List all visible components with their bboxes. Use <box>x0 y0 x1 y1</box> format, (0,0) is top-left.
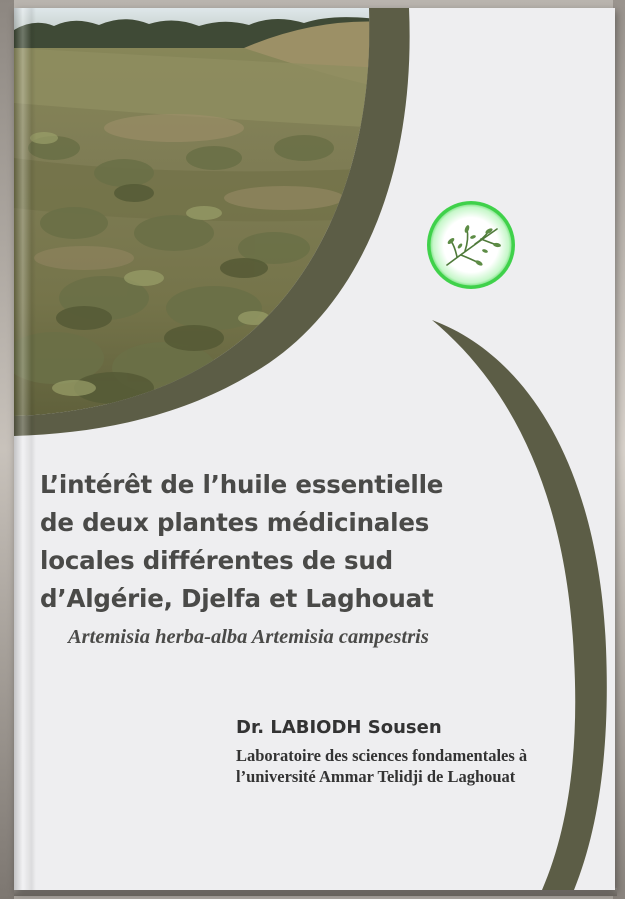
book-spine <box>14 8 36 890</box>
book-subtitle: Artemisia herba-alba Artemisia campestris <box>68 626 429 648</box>
title-line: L’intérêt de l’huile essentielle <box>40 470 444 499</box>
background-left <box>0 0 14 899</box>
title-line: de deux plantes médicinales <box>40 508 430 537</box>
artemisia-sprig-icon <box>425 199 517 291</box>
affiliation-line: Laboratoire des sciences fondamentales à <box>236 746 528 765</box>
title-line: d’Algérie, Djelfa et Laghouat <box>40 584 434 613</box>
title-line: locales différentes de sud <box>40 546 393 575</box>
book-title <box>40 466 580 618</box>
affiliation-line: l’université Ammar Telidji de Laghouat <box>236 767 516 786</box>
author-affiliation <box>236 745 615 787</box>
book-cover <box>14 8 615 890</box>
author-name: Dr. LABIODH Sousen <box>236 717 442 738</box>
landscape-photo <box>14 8 384 428</box>
